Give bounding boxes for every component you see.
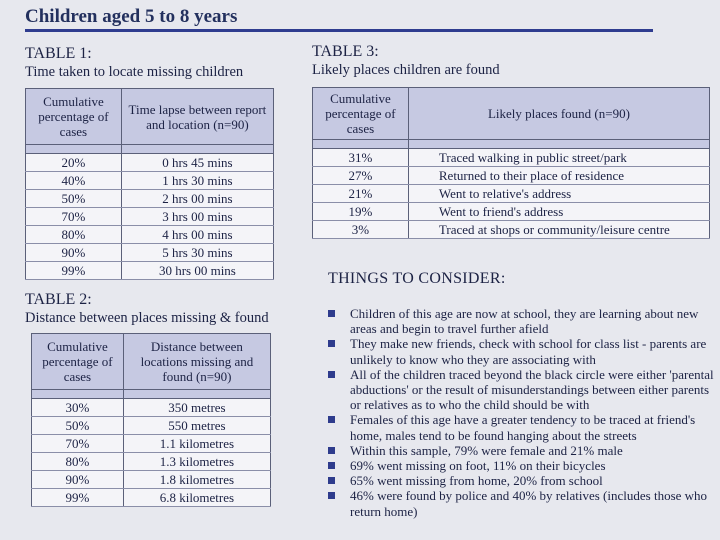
table3 (312, 87, 710, 239)
table1-cell: 70% (26, 208, 122, 226)
table-row (313, 203, 710, 221)
table2 (31, 333, 271, 507)
table-row (32, 417, 271, 435)
table1 (25, 88, 274, 280)
table2-cell: 99% (32, 489, 124, 507)
table2-cell: 550 metres (123, 417, 270, 435)
square-bullet-icon (328, 310, 335, 317)
table1-cell: 50% (26, 190, 122, 208)
table2-cell: 1.3 kilometres (123, 453, 270, 471)
table-row (32, 399, 271, 417)
square-bullet-icon (328, 416, 335, 423)
table3-cell: 21% (313, 185, 409, 203)
table2-heading (25, 290, 269, 328)
table3-cell: 19% (313, 203, 409, 221)
table2-cell: 1.8 kilometres (123, 471, 270, 489)
list-item-text: Children of this age are now at school, they are learning about new areas and begin to travel further afield (350, 306, 699, 337)
table3-cell: Went to relative's address (408, 185, 709, 203)
table-row (313, 185, 710, 203)
table2-cell: 1.1 kilometres (123, 435, 270, 453)
table2-cell: 350 metres (123, 399, 270, 417)
table1-cell: 80% (26, 226, 122, 244)
list-item-text: 46% were found by police and 40% by relatives (includes those who return home) (350, 488, 708, 519)
table3-cell: 31% (313, 149, 409, 167)
table2-cell: 50% (32, 417, 124, 435)
table3-cell: Went to friend's address (408, 203, 709, 221)
table-row (26, 172, 274, 190)
list-item-text: Females of this age have a greater tendency to be traced at friend's home, males tend to be found hanging about the streets (350, 412, 696, 443)
table-row (313, 221, 710, 239)
table3-header-places: Likely places found (n=90) (408, 88, 709, 140)
list-item-text: They make new friends, check with school for class list - parents are unlikely to know who they are associating with (350, 336, 707, 367)
table-row (26, 262, 274, 280)
table-row (26, 190, 274, 208)
table1-cell: 90% (26, 244, 122, 262)
square-bullet-icon (328, 340, 335, 347)
table1-cell: 99% (26, 262, 122, 280)
table1-header-percentage: Cumulative percentage of cases (26, 89, 122, 145)
table3-label: TABLE 3: (312, 43, 379, 60)
table1-label: TABLE 1: (25, 45, 92, 62)
table2-cell: 30% (32, 399, 124, 417)
table-row (26, 154, 274, 172)
things-to-consider-list (326, 306, 720, 519)
table2-cell: 6.8 kilometres (123, 489, 270, 507)
square-bullet-icon (328, 447, 335, 454)
table2-cell: 80% (32, 453, 124, 471)
table1-cell: 40% (26, 172, 122, 190)
table1-cell: 3 hrs 00 mins (121, 208, 273, 226)
table2-label: TABLE 2: (25, 291, 92, 308)
list-item (326, 488, 720, 518)
table3-cell: Returned to their place of residence (408, 167, 709, 185)
table1-heading (25, 44, 243, 82)
table3-header-percentage: Cumulative percentage of cases (313, 88, 409, 140)
list-item-text: Within this sample, 79% were female and 21% male (350, 442, 623, 458)
table1-cell: 5 hrs 30 mins (121, 244, 273, 262)
page-title: Children aged 5 to 8 years (25, 6, 238, 27)
table1-cell: 1 hrs 30 mins (121, 172, 273, 190)
list-item-text: 69% went missing on foot, 11% on their bicycles (350, 458, 606, 474)
table3-cell: 27% (313, 167, 409, 185)
list-item-text: 65% went missing from home, 20% from school (350, 473, 603, 489)
table1-caption: Time taken to locate missing children (25, 64, 244, 80)
list-item (326, 473, 720, 488)
table3-heading (312, 42, 500, 80)
table-row (32, 435, 271, 453)
table2-caption: Distance between places missing & found (25, 310, 269, 326)
table2-cell: 70% (32, 435, 124, 453)
list-item (326, 336, 720, 366)
list-item (326, 412, 720, 442)
table1-cell: 4 hrs 00 mins (121, 226, 273, 244)
list-item (326, 458, 720, 473)
table3-cell: Traced walking in public street/park (408, 149, 709, 167)
list-item (326, 306, 720, 336)
table1-cell: 0 hrs 45 mins (121, 154, 273, 172)
table-row (32, 453, 271, 471)
table2-header-percentage: Cumulative percentage of cases (32, 334, 124, 390)
table3-cell: 3% (313, 221, 409, 239)
square-bullet-icon (328, 462, 335, 469)
table-row (26, 208, 274, 226)
table-row (32, 471, 271, 489)
square-bullet-icon (328, 477, 335, 484)
table2-header-distance: Distance between locations missing and found (n=90) (123, 334, 270, 390)
list-item (326, 367, 720, 413)
list-item (326, 443, 720, 458)
table-row (26, 244, 274, 262)
table-row (26, 226, 274, 244)
table1-header-time: Time lapse between report and location (n=90) (121, 89, 273, 145)
table-row (313, 167, 710, 185)
title-underline (25, 29, 653, 32)
square-bullet-icon (328, 371, 335, 378)
table-row (32, 489, 271, 507)
table1-cell: 30 hrs 00 mins (121, 262, 273, 280)
table1-cell: 20% (26, 154, 122, 172)
table-row (313, 149, 710, 167)
table3-cell: Traced at shops or community/leisure centre (408, 221, 709, 239)
table2-cell: 90% (32, 471, 124, 489)
square-bullet-icon (328, 492, 335, 499)
list-item-text: All of the children traced beyond the black circle were either 'parental abductions' or the result of misunderstandings between either parents or relatives as to who the child should be with (350, 366, 714, 413)
things-to-consider-heading: THINGS TO CONSIDER: (328, 270, 506, 287)
table1-cell: 2 hrs 00 mins (121, 190, 273, 208)
table3-caption: Likely places children are found (312, 62, 500, 78)
